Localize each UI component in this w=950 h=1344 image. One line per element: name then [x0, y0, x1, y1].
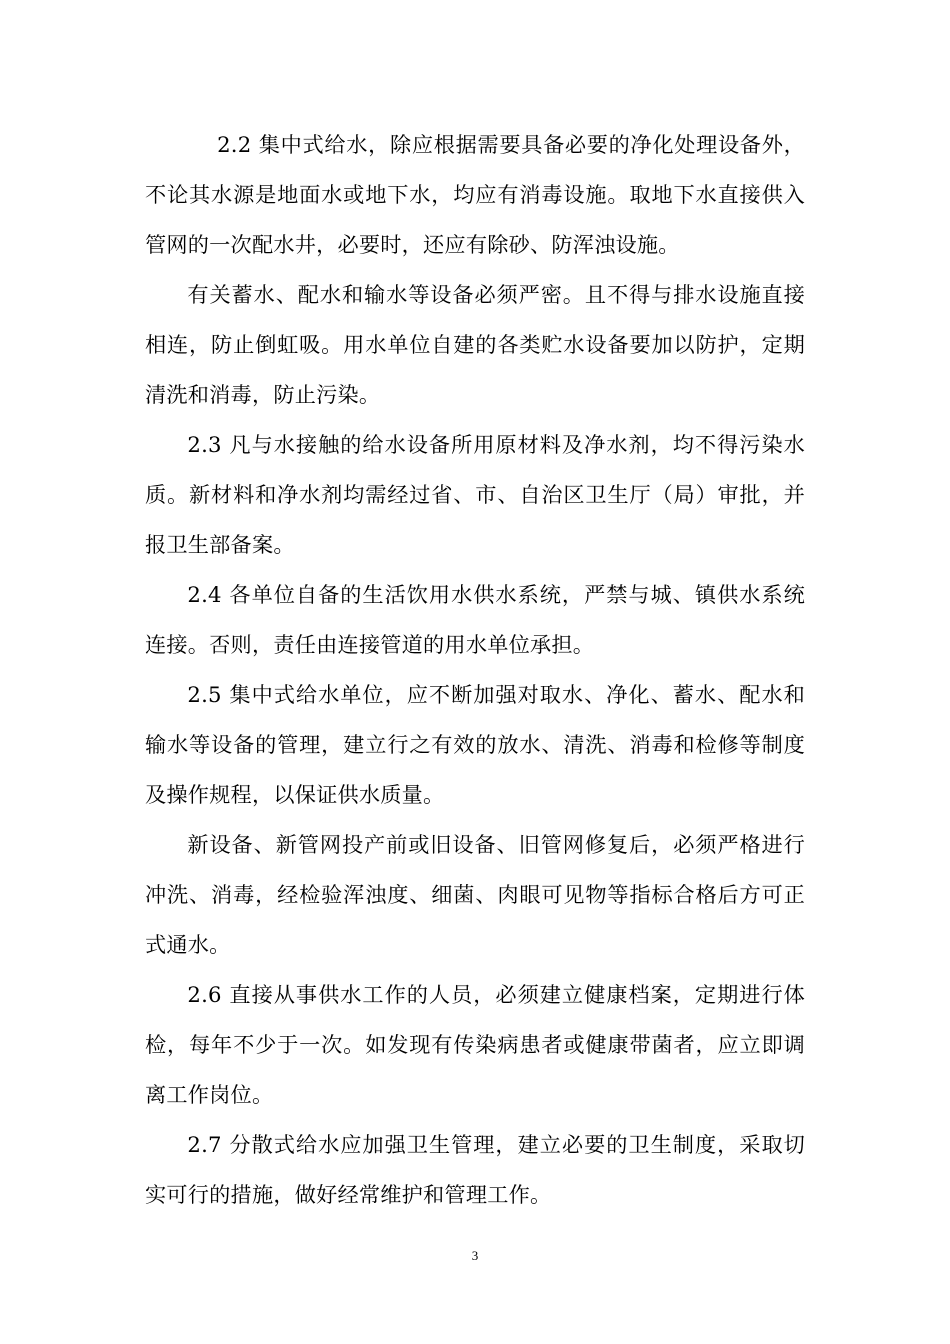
paragraph-2-6: 2.6 直接从事供水工作的人员，必须建立健康档案，定期进行体检，每年不少于一次。如发现有传染病患者或健康带菌者，应立即调离工作岗位。	[145, 982, 805, 1107]
paragraph-2-7: 2.7 分散式给水应加强卫生管理，建立必要的卫生制度，采取切实可行的措施，做好经常维护和管理工作。	[145, 1132, 805, 1207]
paragraph-2-2: 2.2 集中式给水，除应根据需要具备必要的净化处理设备外，不论其水源是地面水或地下水，均应有消毒设施。取地下水直接供入管网的一次配水井，必要时，还应有除砂、防浑浊设施。	[145, 132, 805, 257]
paragraph-2-4: 2.4 各单位自备的生活饮用水供水系统，严禁与城、镇供水系统连接。否则，责任由连接管道的用水单位承担。	[145, 582, 805, 657]
paragraph-2-5: 2.5 集中式给水单位，应不断加强对取水、净化、蓄水、配水和输水等设备的管理，建立行之有效的放水、清洗、消毒和检修等制度及操作规程，以保证供水质量。	[145, 682, 805, 807]
paragraph-new-equipment: 新设备、新管网投产前或旧设备、旧管网修复后，必须严格进行冲洗、消毒，经检验浑浊度、细菌、肉眼可见物等指标合格后方可正式通水。	[145, 832, 805, 957]
document-body	[145, 120, 805, 1220]
paragraph-storage-sealing: 有关蓄水、配水和输水等设备必须严密。且不得与排水设施直接相连，防止倒虹吸。用水单位自建的各类贮水设备要加以防护，定期清洗和消毒，防止污染。	[145, 282, 805, 407]
paragraph-2-3: 2.3 凡与水接触的给水设备所用原材料及净水剂，均不得污染水质。新材料和净水剂均需经过省、市、自治区卫生厅（局）审批，并报卫生部备案。	[145, 432, 805, 557]
page-number: 3	[471, 1248, 479, 1263]
